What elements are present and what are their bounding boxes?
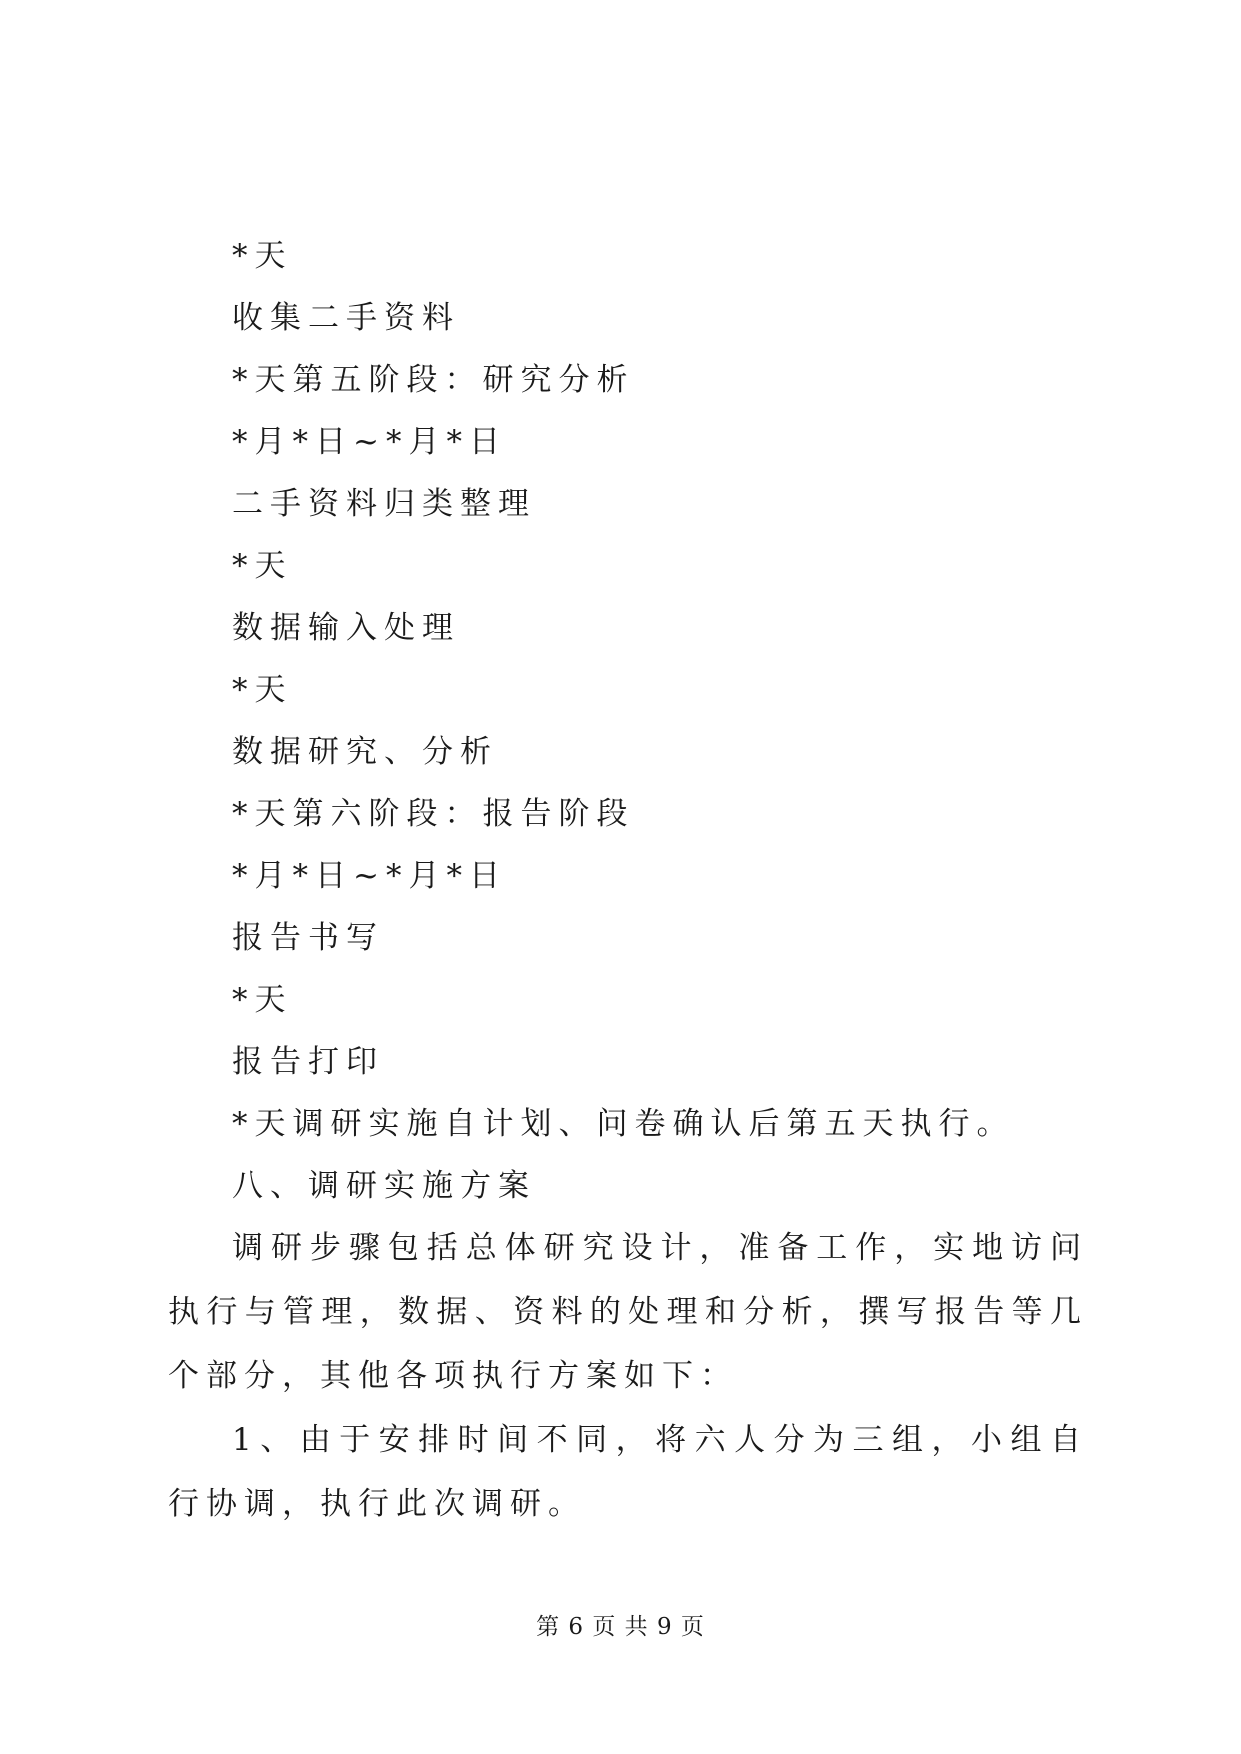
text-line-11: *月*日~*月*日 bbox=[232, 858, 507, 894]
text-line-7: 数据输入处理 bbox=[232, 610, 460, 646]
text-line-12: 报告书写 bbox=[232, 920, 384, 956]
page-footer: 第 6 页 共 9 页 bbox=[536, 1614, 705, 1640]
text-line-5: 二手资料归类整理 bbox=[232, 486, 536, 522]
text-line-4: *月*日~*月*日 bbox=[232, 424, 507, 460]
text-line-2: 收集二手资料 bbox=[232, 300, 460, 336]
text-line-6: *天 bbox=[232, 548, 293, 584]
section-heading: 八、调研实施方案 bbox=[232, 1168, 536, 1204]
body-paragraph-2: 1、由于安排时间不同，将六人分为三组，小组自行协调，执行此次调研。 bbox=[168, 1422, 1088, 1522]
text-line-8: *天 bbox=[232, 672, 293, 708]
text-line-13: *天 bbox=[232, 982, 293, 1018]
text-line-14: 报告打印 bbox=[232, 1044, 384, 1080]
text-line-15: *天调研实施自计划、问卷确认后第五天执行。 bbox=[232, 1106, 1015, 1142]
text-line-3: *天第五阶段：研究分析 bbox=[232, 362, 635, 398]
body-paragraph-1: 调研步骤包括总体研究设计，准备工作，实地访问执行与管理，数据、资料的处理和分析，撰写报告等几个部分，其他各项执行方案如下： bbox=[168, 1230, 1088, 1394]
text-line-10: *天第六阶段：报告阶段 bbox=[232, 796, 635, 832]
text-line-9: 数据研究、分析 bbox=[232, 734, 498, 770]
text-line-1: *天 bbox=[232, 238, 293, 274]
